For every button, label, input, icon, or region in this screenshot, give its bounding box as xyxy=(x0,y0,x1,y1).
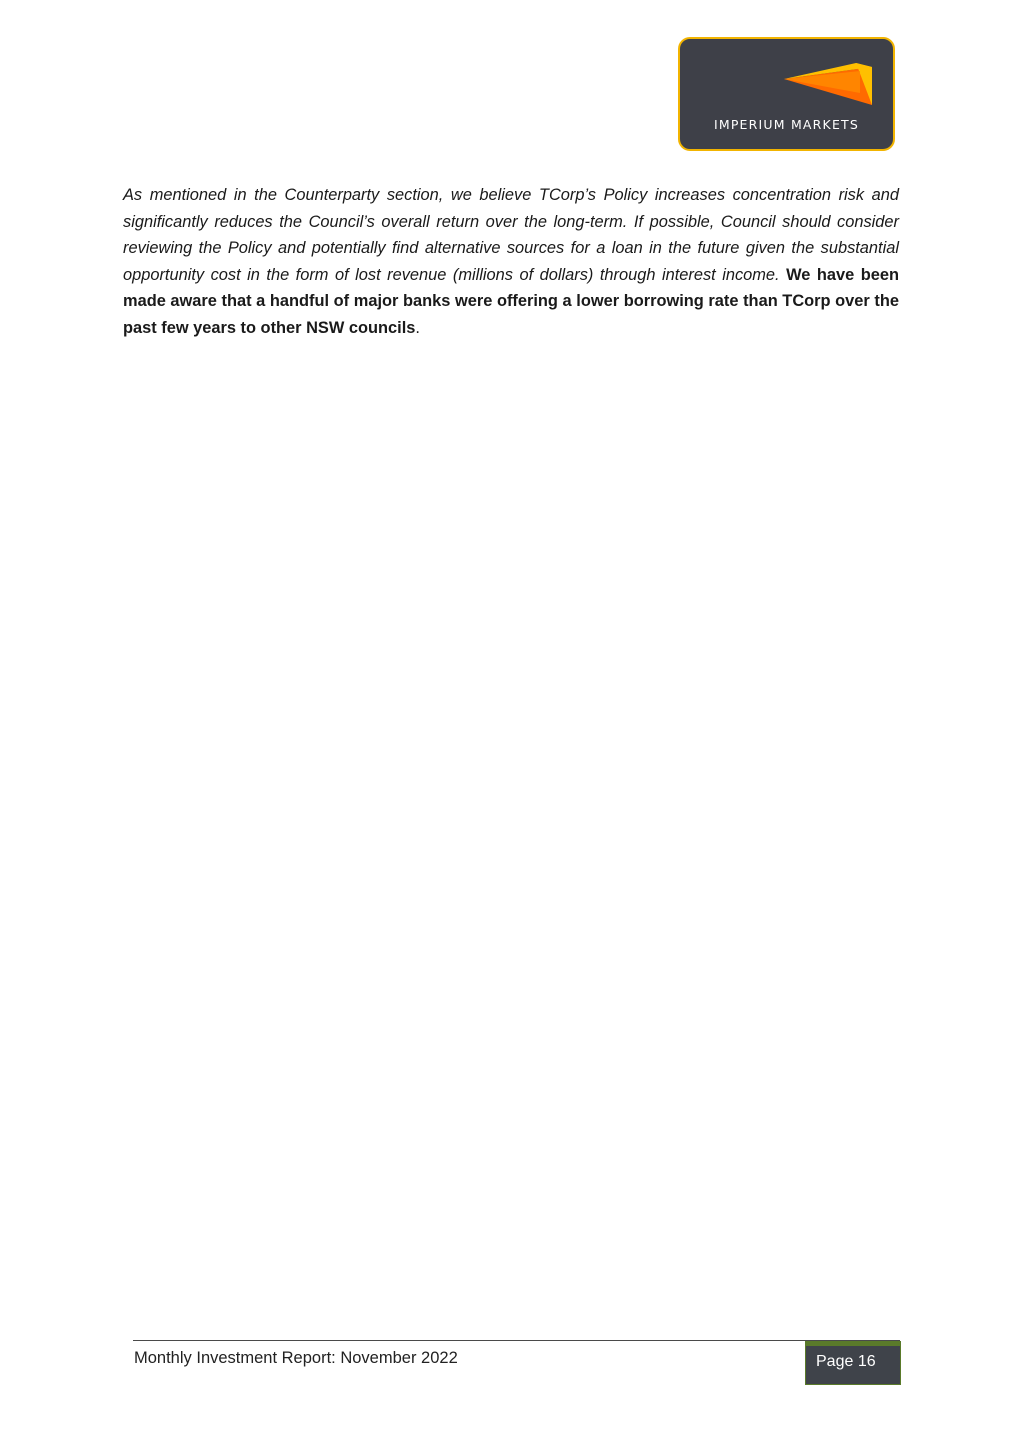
logo-wedge-icon xyxy=(784,57,876,109)
page-number-box xyxy=(805,1341,901,1385)
footer-title: Monthly Investment Report: November 2022 xyxy=(134,1349,458,1367)
trailing-text: . xyxy=(415,318,420,337)
italic-text: As mentioned in the Counterparty section, we believe TCorp’s Policy increases concentration risk and significantly reduces the Council’s overall return over the long-term. If possible, Council should consider reviewing the Policy and potentially find alternative sources for a loan in the future given the substantial opportunity cost in the form of lost revenue (millions of dollars) through interest income. xyxy=(123,186,899,284)
logo-text: IMPERIUM MARKETS xyxy=(713,117,860,132)
page-number: Page 16 xyxy=(816,1353,876,1370)
footer-divider xyxy=(133,1340,900,1341)
imperium-markets-logo xyxy=(678,37,895,151)
bold-text: We have been made aware that a handful of major banks were offering a lower borrowing rate than TCorp over the past few years to other NSW councils xyxy=(123,265,899,337)
body-paragraph xyxy=(123,182,899,342)
